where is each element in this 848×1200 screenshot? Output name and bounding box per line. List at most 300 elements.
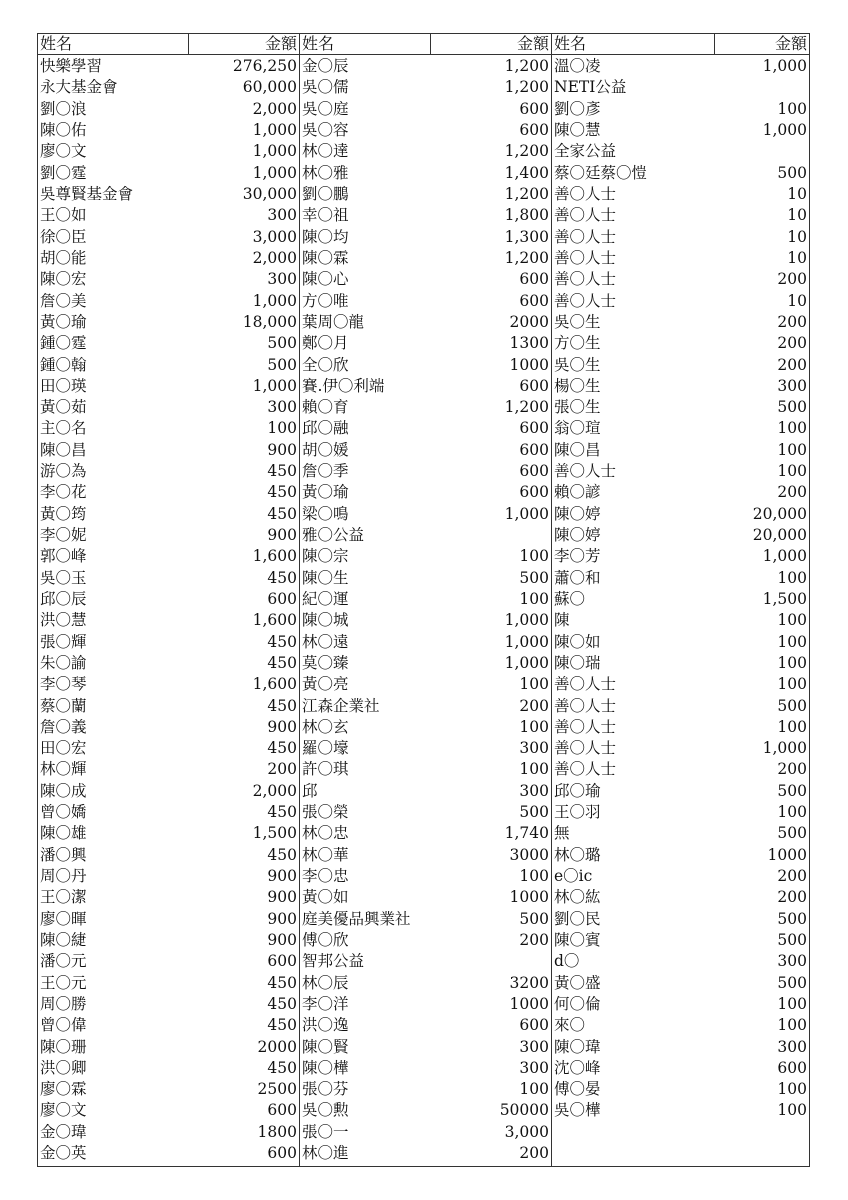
- donation-amount: 1000: [509, 994, 549, 1013]
- table-row: [38, 354, 299, 375]
- donation-amount: 20,000: [752, 504, 807, 523]
- table-row: [552, 674, 809, 695]
- donor-name: 李〇琴: [40, 675, 87, 694]
- donor-name: 張〇芬: [302, 1080, 349, 1099]
- donor-name: 林〇雅: [302, 163, 349, 182]
- table-row: [38, 674, 299, 695]
- donation-amount: 2,000: [252, 248, 297, 267]
- donation-amount: 50000: [499, 1101, 549, 1120]
- donor-name: 陳: [554, 611, 570, 630]
- donation-amount: 300: [519, 1058, 549, 1077]
- table-row: [300, 972, 551, 993]
- table-row: [552, 866, 809, 887]
- table-row: [300, 1143, 551, 1164]
- donation-amount: 100: [519, 547, 549, 566]
- donor-name: 葉周〇龍: [302, 312, 365, 331]
- donation-amount: 1,000: [252, 163, 297, 182]
- donor-name: 徐〇臣: [40, 227, 87, 246]
- table-row: [552, 972, 809, 993]
- donation-amount: 100: [519, 867, 549, 886]
- donation-amount: 1,000: [252, 291, 297, 310]
- donor-name: 蔡〇蘭: [40, 696, 87, 715]
- donation-amount: 30,000: [242, 185, 297, 204]
- donor-name: 善〇人士: [554, 760, 617, 779]
- donation-amount: 1,200: [504, 398, 549, 417]
- donor-name: 張〇輝: [40, 632, 87, 651]
- table-row: [300, 1036, 551, 1057]
- donation-amount: 60,000: [242, 78, 297, 97]
- donation-amount: 300: [267, 270, 297, 289]
- donation-amount: 276,250: [232, 57, 297, 76]
- donation-amount: 10: [787, 291, 807, 310]
- table-row: [38, 1122, 299, 1143]
- donation-amount: 200: [777, 888, 807, 907]
- donation-amount: 200: [777, 867, 807, 886]
- donor-name: 翁〇瑄: [554, 419, 601, 438]
- column-header: [300, 34, 551, 55]
- table-row: [38, 56, 299, 77]
- table-row: [38, 440, 299, 461]
- donation-amount: 10: [787, 248, 807, 267]
- column-rows: [38, 55, 299, 1164]
- table-row: [300, 397, 551, 418]
- donor-name: 吳〇庭: [302, 99, 349, 118]
- donor-name: 田〇瑛: [40, 376, 87, 395]
- table-row: [300, 77, 551, 98]
- donor-name: 楊〇生: [554, 376, 601, 395]
- table-row: [300, 482, 551, 503]
- table-row: [552, 589, 809, 610]
- donation-amount: 100: [519, 589, 549, 608]
- table-row: [552, 312, 809, 333]
- donor-name: 沈〇峰: [554, 1058, 601, 1077]
- donor-name: 黃〇盛: [554, 973, 601, 992]
- donor-name: 陳〇宗: [302, 547, 349, 566]
- table-row: [552, 568, 809, 589]
- donation-amount: 900: [267, 867, 297, 886]
- table-row: [38, 695, 299, 716]
- donation-amount: 100: [777, 717, 807, 736]
- table-row: [552, 1100, 809, 1121]
- donation-amount: 1,000: [252, 142, 297, 161]
- donation-amount: 1,000: [504, 611, 549, 630]
- donor-name: 陳〇心: [302, 270, 349, 289]
- table-row: [300, 461, 551, 482]
- table-row: [300, 610, 551, 631]
- column-header: [552, 34, 809, 55]
- donation-amount: 200: [777, 270, 807, 289]
- donor-name: 蕭〇和: [554, 568, 601, 587]
- table-row: [38, 312, 299, 333]
- table-row: [552, 141, 809, 162]
- table-row: [38, 333, 299, 354]
- donation-amount: 3,000: [504, 1122, 549, 1141]
- donor-name: 吳〇儒: [302, 78, 349, 97]
- donor-name: 林〇忠: [302, 824, 349, 843]
- donation-amount: 600: [267, 1144, 297, 1163]
- table-row: [552, 205, 809, 226]
- table-row: [38, 887, 299, 908]
- table-row: [552, 397, 809, 418]
- donor-name: 廖〇文: [40, 142, 87, 161]
- table-row: [38, 1036, 299, 1057]
- table-row: [300, 951, 551, 972]
- donor-name: 陳〇珊: [40, 1037, 87, 1056]
- donation-amount: 3,000: [252, 227, 297, 246]
- donation-amount: 100: [777, 994, 807, 1013]
- table-row: [552, 823, 809, 844]
- donor-name: 林〇紘: [554, 888, 601, 907]
- amount-header: 金額: [516, 34, 549, 53]
- donation-amount: 1300: [509, 334, 549, 353]
- donor-name: 鍾〇霆: [40, 334, 87, 353]
- donor-name: 來〇: [554, 1016, 586, 1035]
- donor-name: 廖〇霖: [40, 1080, 87, 1099]
- table-row: [38, 461, 299, 482]
- donation-amount: 300: [519, 1037, 549, 1056]
- table-row: [552, 290, 809, 311]
- donation-amount: 600: [519, 1016, 549, 1035]
- table-row: [300, 376, 551, 397]
- donor-name: 莫〇臻: [302, 653, 349, 672]
- table-row: [552, 1036, 809, 1057]
- table-row: [300, 354, 551, 375]
- donation-amount: 1,600: [252, 547, 297, 566]
- donation-amount: 100: [777, 803, 807, 822]
- donation-amount: 2,000: [252, 781, 297, 800]
- donor-name: 洪〇卿: [40, 1058, 87, 1077]
- table-row: [300, 823, 551, 844]
- table-row: [38, 376, 299, 397]
- donor-name: d〇: [554, 952, 580, 971]
- donor-name: 陳〇昌: [554, 440, 601, 459]
- donation-amount: 450: [267, 973, 297, 992]
- table-row: [552, 77, 809, 98]
- donor-name: 吳〇勲: [302, 1101, 349, 1120]
- table-row: [552, 354, 809, 375]
- table-row: [38, 610, 299, 631]
- table-row: [38, 653, 299, 674]
- donation-amount: 450: [267, 803, 297, 822]
- donation-amount: 100: [777, 611, 807, 630]
- donor-name: 李〇花: [40, 483, 87, 502]
- donation-amount: 1,000: [252, 121, 297, 140]
- donation-amount: 600: [267, 589, 297, 608]
- table-row: [552, 269, 809, 290]
- table-row: [552, 504, 809, 525]
- donor-name: 陳〇緁: [40, 930, 87, 949]
- table-row: [552, 333, 809, 354]
- table-row: [38, 397, 299, 418]
- donation-amount: 1,000: [252, 376, 297, 395]
- table-row: [38, 77, 299, 98]
- donor-name: 張〇生: [554, 398, 601, 417]
- table-row: [552, 994, 809, 1015]
- donor-name: 吳尊賢基金會: [40, 185, 134, 204]
- donation-amount: 900: [267, 440, 297, 459]
- donor-name: 陳〇霖: [302, 248, 349, 267]
- donor-name: 陳〇慧: [554, 121, 601, 140]
- table-row: [552, 525, 809, 546]
- table-row: [38, 1058, 299, 1079]
- table-row: [552, 227, 809, 248]
- table-row: [552, 1079, 809, 1100]
- donor-name: 陳〇瑞: [554, 653, 601, 672]
- table-row: [552, 418, 809, 439]
- donor-name: 傅〇晏: [554, 1080, 601, 1099]
- donor-name: 金〇辰: [302, 57, 349, 76]
- donor-name: 陳〇瑋: [554, 1037, 601, 1056]
- table-row: [552, 951, 809, 972]
- name-header: 姓名: [38, 34, 189, 54]
- donor-name: 賽.伊〇利端: [302, 376, 385, 395]
- table-row: [300, 312, 551, 333]
- table-row: [38, 482, 299, 503]
- donor-name: 林〇華: [302, 845, 349, 864]
- donor-name: 吳〇樺: [554, 1101, 601, 1120]
- donor-name: 陳〇賓: [554, 930, 601, 949]
- donor-name: 陳〇婷: [554, 526, 601, 545]
- donation-amount: 1,200: [504, 57, 549, 76]
- donor-name: 陳〇樺: [302, 1058, 349, 1077]
- donor-name: 蔡〇廷蔡〇愷: [554, 163, 648, 182]
- donation-amount: 600: [519, 99, 549, 118]
- donation-amount: 100: [777, 568, 807, 587]
- donation-amount: 1800: [257, 1122, 297, 1141]
- donor-name: 善〇人士: [554, 696, 617, 715]
- donor-name: 張〇一: [302, 1122, 349, 1141]
- donation-amount: 500: [777, 163, 807, 182]
- table-row: [300, 184, 551, 205]
- table-row: [38, 717, 299, 738]
- donor-name: 劉〇民: [554, 909, 601, 928]
- table-row: [300, 141, 551, 162]
- table-row: [38, 759, 299, 780]
- donation-amount: 1,000: [504, 504, 549, 523]
- donor-name: 方〇唯: [302, 291, 349, 310]
- donation-amount: 100: [777, 1101, 807, 1120]
- table-row: [552, 909, 809, 930]
- table-row: [38, 802, 299, 823]
- donor-name: 吳〇生: [554, 312, 601, 331]
- donation-amount: 900: [267, 930, 297, 949]
- table-row: [552, 440, 809, 461]
- donation-amount: 200: [777, 334, 807, 353]
- donor-name: 邱〇瑜: [554, 781, 601, 800]
- donation-amount: 100: [777, 653, 807, 672]
- table-row: [38, 589, 299, 610]
- donation-amount: 100: [267, 419, 297, 438]
- donor-name: 王〇潔: [40, 888, 87, 907]
- donor-name: 李〇芳: [554, 547, 601, 566]
- donation-amount: 200: [519, 1144, 549, 1163]
- donation-amount: 100: [777, 632, 807, 651]
- donor-name: 林〇辰: [302, 973, 349, 992]
- donor-name: 陳〇宏: [40, 270, 87, 289]
- donation-amount: 500: [777, 781, 807, 800]
- donation-amount: 300: [519, 781, 549, 800]
- table-row: [300, 227, 551, 248]
- table-row: [38, 994, 299, 1015]
- donor-name: 黃〇筠: [40, 504, 87, 523]
- donor-name: 劉〇鵬: [302, 185, 349, 204]
- donor-name: 永大基金會: [40, 78, 118, 97]
- donor-name: 江森企業社: [302, 696, 380, 715]
- donor-name: 黃〇瑜: [302, 483, 349, 502]
- table-row: [38, 99, 299, 120]
- donor-name: 李〇妮: [40, 526, 87, 545]
- table-row: [300, 99, 551, 120]
- donor-name: 快樂學習: [40, 57, 103, 76]
- column-rows: [300, 55, 551, 1164]
- table-row: [300, 333, 551, 354]
- table-row: [552, 802, 809, 823]
- donation-amount: 600: [519, 121, 549, 140]
- donor-name: 廖〇文: [40, 1101, 87, 1120]
- donation-amount: 900: [267, 888, 297, 907]
- table-row: [38, 269, 299, 290]
- table-row: [552, 163, 809, 184]
- donation-amount: 500: [519, 909, 549, 928]
- donor-name: 劉〇浪: [40, 99, 87, 118]
- table-row: [300, 120, 551, 141]
- table-column-1: [38, 34, 300, 1166]
- donation-amount: 100: [519, 717, 549, 736]
- donor-name: 王〇元: [40, 973, 87, 992]
- donor-name: 善〇人士: [554, 739, 617, 758]
- donation-amount: 100: [777, 1016, 807, 1035]
- table-column-2: [300, 34, 552, 1166]
- donation-amount: 200: [519, 696, 549, 715]
- donor-name: 胡〇能: [40, 248, 87, 267]
- donor-name: 善〇人士: [554, 717, 617, 736]
- table-row: [38, 248, 299, 269]
- donor-name: 曾〇偉: [40, 1016, 87, 1035]
- donation-table: [37, 33, 810, 1167]
- donation-amount: 300: [267, 398, 297, 417]
- table-row: [552, 482, 809, 503]
- table-row: [300, 525, 551, 546]
- donation-amount: 1000: [509, 355, 549, 374]
- donation-amount: 600: [519, 419, 549, 438]
- donation-amount: 200: [777, 483, 807, 502]
- donor-name: 鄭〇月: [302, 334, 349, 353]
- name-header: 姓名: [552, 34, 715, 54]
- donor-name: 雅〇公益: [302, 526, 365, 545]
- donation-amount: 500: [519, 568, 549, 587]
- table-row: [38, 205, 299, 226]
- donor-name: 善〇人士: [554, 270, 617, 289]
- column-header: [38, 34, 299, 55]
- donation-amount: 1,740: [504, 824, 549, 843]
- table-row: [300, 546, 551, 567]
- donation-amount: 500: [267, 334, 297, 353]
- donor-name: 田〇宏: [40, 739, 87, 758]
- table-row: [552, 781, 809, 802]
- table-row: [38, 781, 299, 802]
- donation-amount: 500: [777, 824, 807, 843]
- donor-name: 詹〇美: [40, 291, 87, 310]
- donation-amount: 600: [519, 376, 549, 395]
- table-row: [300, 994, 551, 1015]
- donation-amount: 100: [519, 760, 549, 779]
- donor-name: 主〇名: [40, 419, 87, 438]
- donation-amount: 1,200: [504, 185, 549, 204]
- table-row: [38, 972, 299, 993]
- table-row: [38, 525, 299, 546]
- table-row: [552, 461, 809, 482]
- donor-name: 賴〇育: [302, 398, 349, 417]
- donation-amount: 600: [777, 1058, 807, 1077]
- table-row: [38, 823, 299, 844]
- table-row: [552, 248, 809, 269]
- table-row: [38, 184, 299, 205]
- donor-name: 吳〇玉: [40, 568, 87, 587]
- donation-amount: 1,500: [762, 589, 807, 608]
- donor-name: 許〇琪: [302, 760, 349, 779]
- table-row: [300, 205, 551, 226]
- table-row: [300, 418, 551, 439]
- table-row: [38, 1100, 299, 1121]
- donor-name: 郭〇峰: [40, 547, 87, 566]
- donor-name: 王〇羽: [554, 803, 601, 822]
- donation-amount: 500: [267, 355, 297, 374]
- donation-amount: 3000: [509, 845, 549, 864]
- donation-amount: 2000: [257, 1037, 297, 1056]
- donor-name: 陳〇昌: [40, 440, 87, 459]
- donor-name: 周〇丹: [40, 867, 87, 886]
- donor-name: 林〇達: [302, 142, 349, 161]
- table-row: [38, 930, 299, 951]
- donation-amount: 100: [777, 462, 807, 481]
- donation-amount: 300: [267, 206, 297, 225]
- donation-amount: 300: [777, 952, 807, 971]
- donation-amount: 500: [777, 973, 807, 992]
- donation-amount: 100: [777, 419, 807, 438]
- table-row: [552, 120, 809, 141]
- donation-amount: 500: [777, 909, 807, 928]
- donation-amount: 450: [267, 845, 297, 864]
- donation-amount: 300: [777, 376, 807, 395]
- table-row: [300, 290, 551, 311]
- column-rows: [552, 55, 809, 1122]
- donor-name: 林〇玄: [302, 717, 349, 736]
- donation-amount: 600: [519, 270, 549, 289]
- table-row: [300, 738, 551, 759]
- donor-name: 陳〇如: [554, 632, 601, 651]
- table-row: [300, 887, 551, 908]
- donor-name: 紀〇運: [302, 589, 349, 608]
- donor-name: 邱〇融: [302, 419, 349, 438]
- donation-amount: 450: [267, 462, 297, 481]
- table-row: [552, 546, 809, 567]
- table-row: [552, 631, 809, 652]
- table-row: [38, 546, 299, 567]
- donor-name: 善〇人士: [554, 248, 617, 267]
- donation-amount: 2,000: [252, 99, 297, 118]
- donation-amount: 18,000: [242, 312, 297, 331]
- donor-name: 胡〇媛: [302, 440, 349, 459]
- table-row: [300, 568, 551, 589]
- donor-name: 游〇為: [40, 462, 87, 481]
- donation-amount: 450: [267, 994, 297, 1013]
- donor-name: 劉〇霆: [40, 163, 87, 182]
- donation-amount: 10: [787, 185, 807, 204]
- donor-name: 善〇人士: [554, 462, 617, 481]
- donation-amount: 1,000: [762, 547, 807, 566]
- donor-name: 林〇遠: [302, 632, 349, 651]
- donor-name: 吳〇容: [302, 121, 349, 140]
